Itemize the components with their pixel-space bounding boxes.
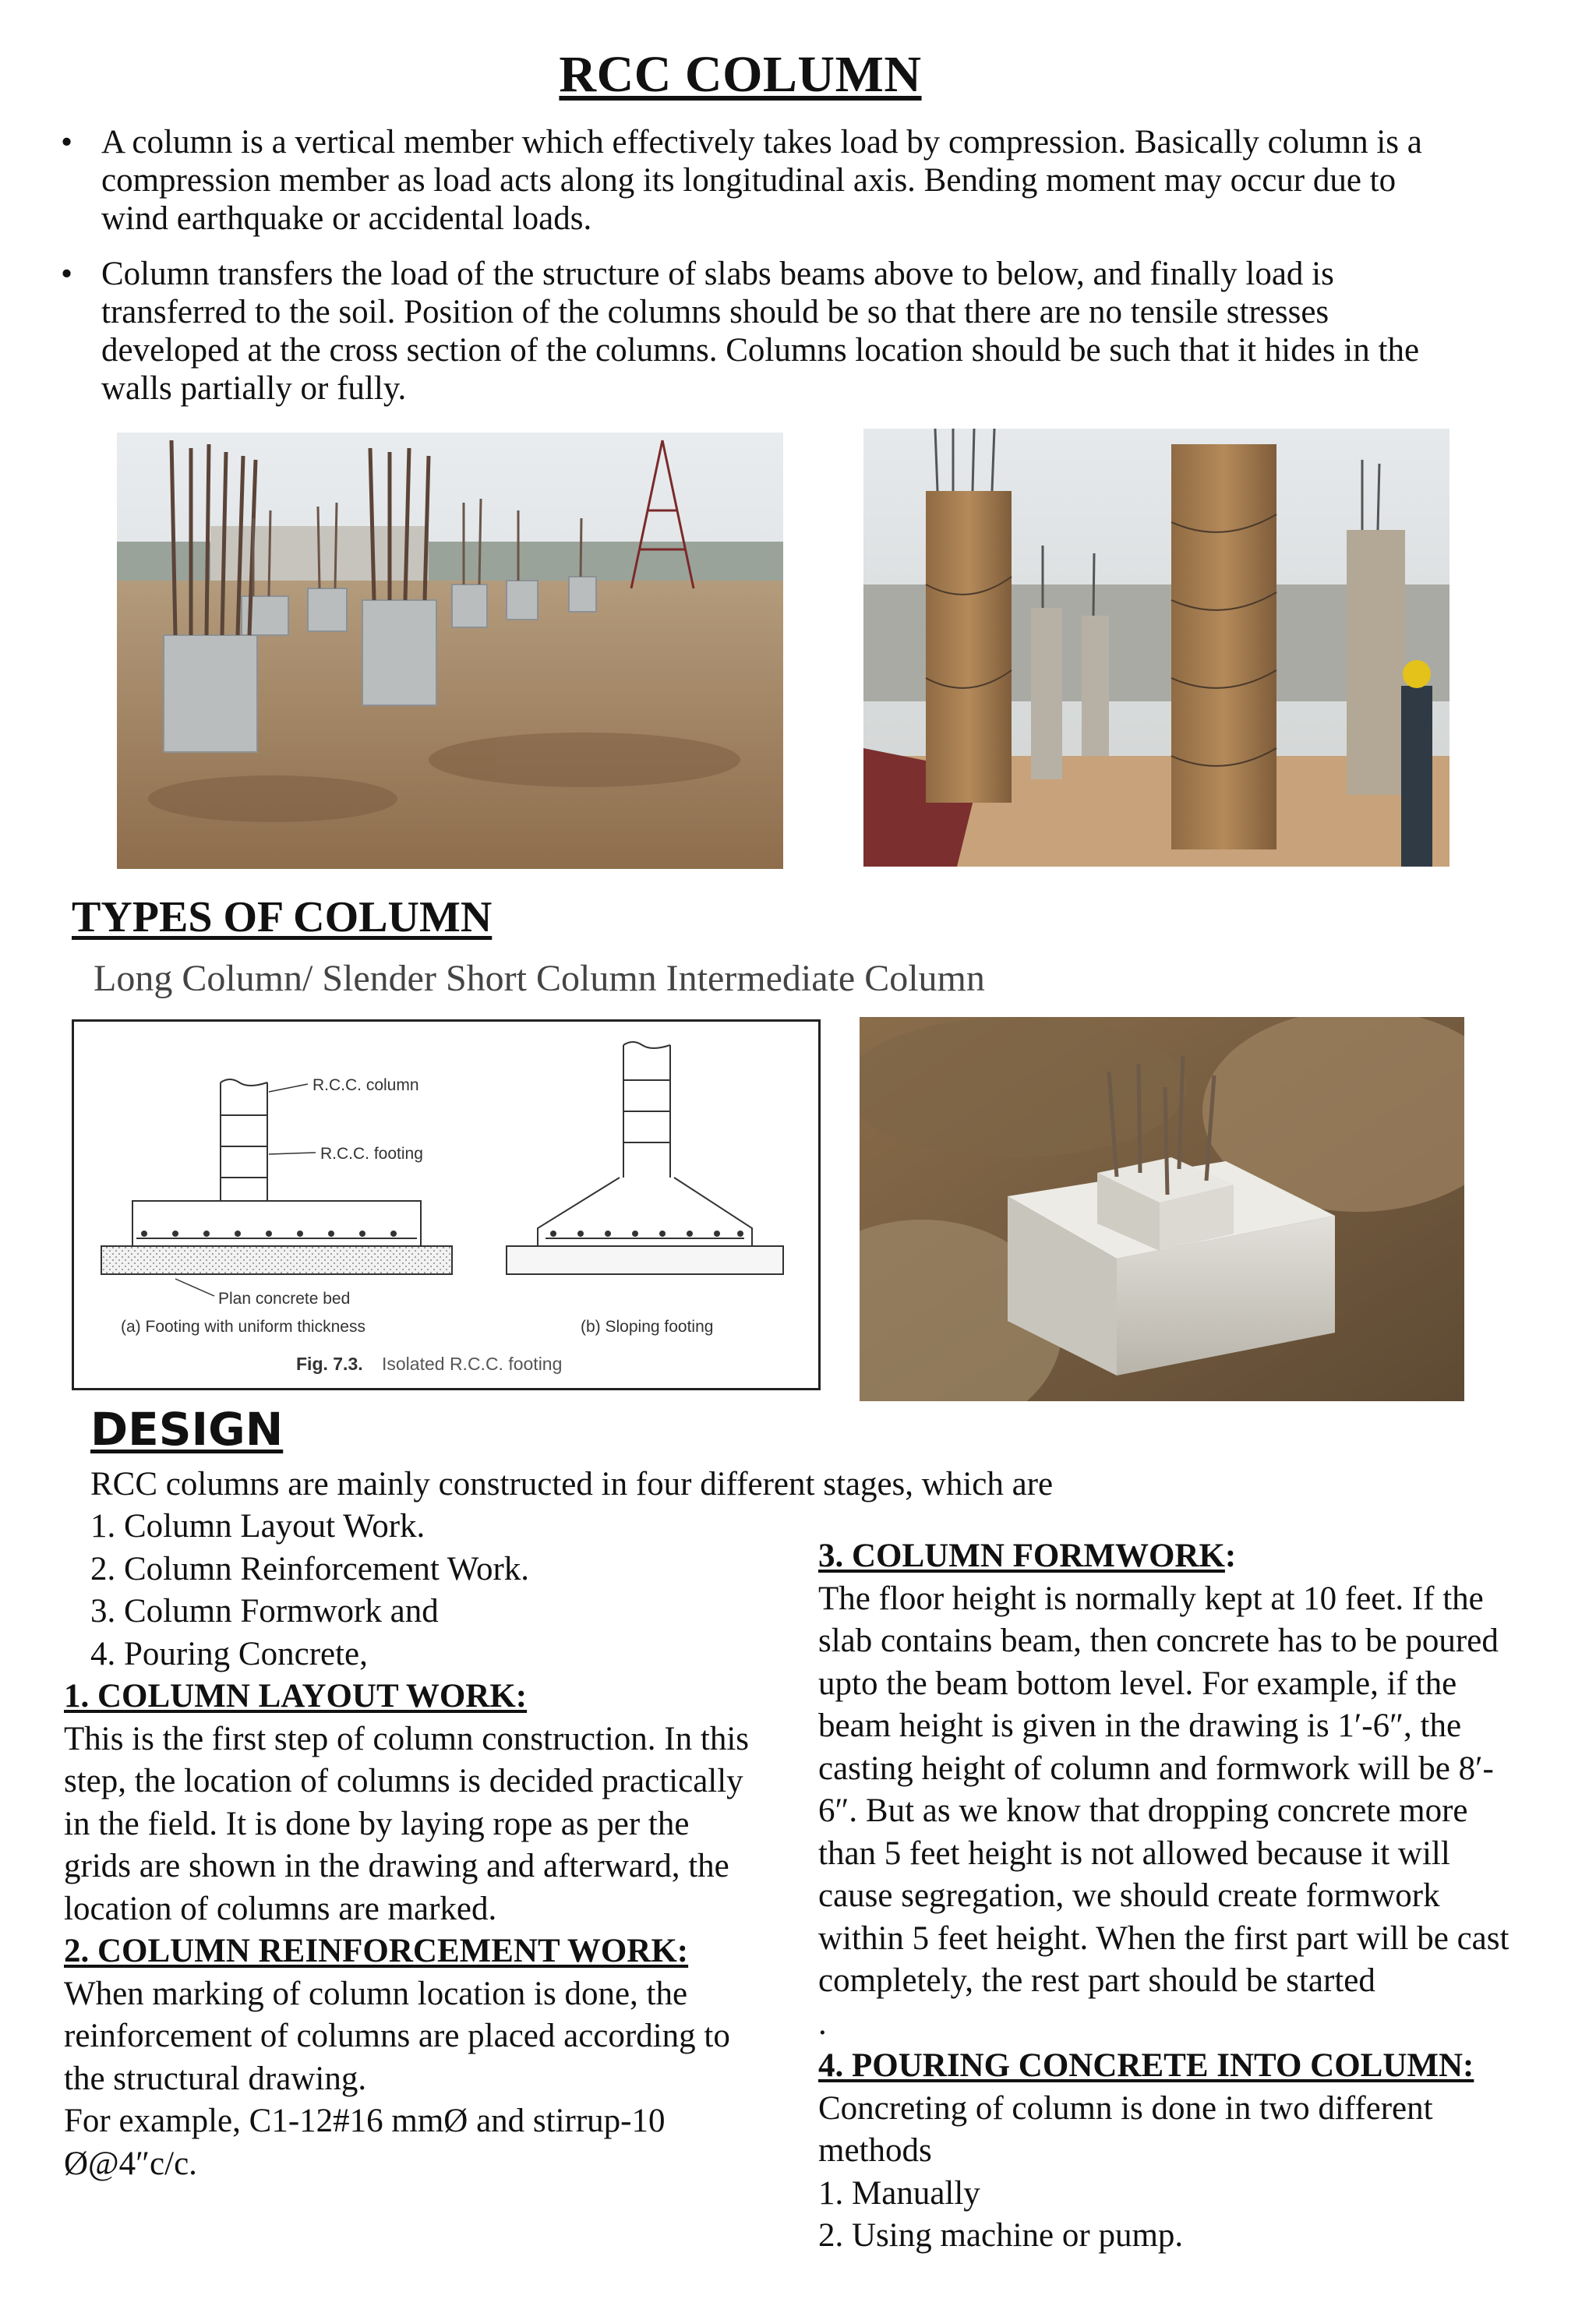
photo-column-formwork-image [863,429,1449,867]
design-stage-item: 4. Pouring Concrete, [90,1635,368,1672]
section-reinforcement-line: reinforcement of columns are placed according to [64,2018,730,2054]
section-pouring-heading: 4. POURING CONCRETE INTO COLUMN: [818,2047,1474,2084]
photo-footing-in-pit-image [860,1017,1464,1401]
section-formwork-line: than 5 feet height is not allowed because it will [818,1835,1450,1872]
design-heading: DESIGN [90,1403,284,1456]
section-formwork-line: casting height of column and formwork will be 8′- [818,1750,1494,1787]
section-pouring-line: Concreting of column is done in two different [818,2089,1433,2127]
design-stage-item: 3. Column Formwork and [90,1593,439,1630]
figure-number: Fig. 7.3. [296,1354,363,1374]
photo-column-footings-image [117,433,783,869]
section-formwork-line: slab contains beam, then concrete has to be poured [818,1623,1499,1659]
label-plan-concrete-bed: Plan concrete bed [218,1290,351,1308]
right-column-sections [818,1535,1566,2258]
section-formwork-line: beam height is given in the drawing is 1′-6″, the [818,1707,1462,1744]
left-column-sections [64,1676,812,2185]
label-rcc-footing: R.C.C. footing [320,1145,423,1163]
section-pouring-line: methods [818,2132,932,2169]
section-layout-line: in the field. It is done by laying rope as per the [64,1805,690,1842]
intro-bullets [56,123,1459,425]
section-layout-line: location of columns are marked. [64,1890,497,1927]
section-reinforcement-heading: 2. COLUMN REINFORCEMENT WORK: [64,1933,689,1969]
photo-column-footings-site [117,433,783,869]
design-stage-item: 1. Column Layout Work. [90,1508,425,1545]
photo-column-formwork-site [863,429,1449,867]
section-reinforcement-line: For example, C1-12#16 mmØ and stirrup-10 [64,2103,666,2139]
caption-sloping-footing: (b) Sloping footing [581,1318,714,1336]
types-heading: TYPES OF COLUMN [72,893,493,941]
label-rcc-column: R.C.C. column [312,1076,419,1094]
caption-uniform-footing: (a) Footing with uniform thickness [121,1318,365,1336]
design-stage-item: 2. Column Reinforcement Work. [90,1550,530,1587]
section-pouring-line: 1. Manually [818,2174,980,2212]
bullet-text: A column is a vertical member which effectively takes load by compression. Basically column is a compression member as load acts along its longitudinal axis. Bending moment may occur due to wind earthquake or accidental loads. [101,124,1422,237]
section-formwork-line: within 5 feet height. When the first part will be cast [818,1919,1509,1957]
section-layout-heading: 1. COLUMN LAYOUT WORK: [64,1678,528,1714]
section-reinforcement-line: When marking of column location is done, the [64,1975,688,2012]
page-title: RCC COLUMN [559,46,922,103]
bullet-dot-icon: • [61,256,73,292]
footing-diagram [74,1022,818,1388]
section-reinforcement-line: Ø@4″c/c. [64,2145,197,2182]
design-intro: RCC columns are mainly constructed in four different stages, which are [90,1466,1054,1503]
section-formwork-line: completely, the rest part should be started [818,1962,1375,1999]
bullet-item [56,123,1459,238]
section-formwork-line: cause segregation, we should create formwork [818,1877,1440,1914]
design-stages-list [90,1506,792,1676]
section-formwork-line: The floor height is normally kept at 10 feet. If the [818,1580,1484,1617]
bullet-dot-icon: • [61,124,73,161]
section-layout-line: This is the first step of column construction. In this [64,1720,750,1757]
section-formwork-heading-row [818,1535,1566,1578]
types-list: Long Column/ Slender Short Column Intermediate Column [94,958,985,999]
section-formwork-heading: 3. COLUMN FORMWORK [818,1538,1225,1574]
bullet-item [56,255,1459,408]
section-formwork-line: 6″. But as we know that dropping concrete more [818,1792,1468,1829]
figure-isolated-footing [72,1019,821,1390]
bullet-text: Column transfers the load of the structure of slabs beams above to below, and finally load is transferred to the soil. Position of the columns should be so that there are no tensile stresses developed at the cross section of the columns. Columns location should be such that it hides in the walls partially or fully. [101,256,1420,407]
figure-title: Isolated R.C.C. footing [382,1354,563,1374]
section-formwork-heading-colon: : [1224,1538,1237,1574]
section-pouring-line: 2. Using machine or pump. [818,2217,1184,2254]
section-formwork-line: upto the beam bottom level. For example, if the [818,1665,1457,1702]
section-reinforcement-line: the structural drawing. [64,2060,367,2097]
section-formwork-line: . [818,2004,827,2042]
section-layout-line: step, the location of columns is decided practically [64,1763,743,1799]
photo-footing-in-pit [860,1017,1464,1401]
section-layout-line: grids are shown in the drawing and afterward, the [64,1848,729,1884]
